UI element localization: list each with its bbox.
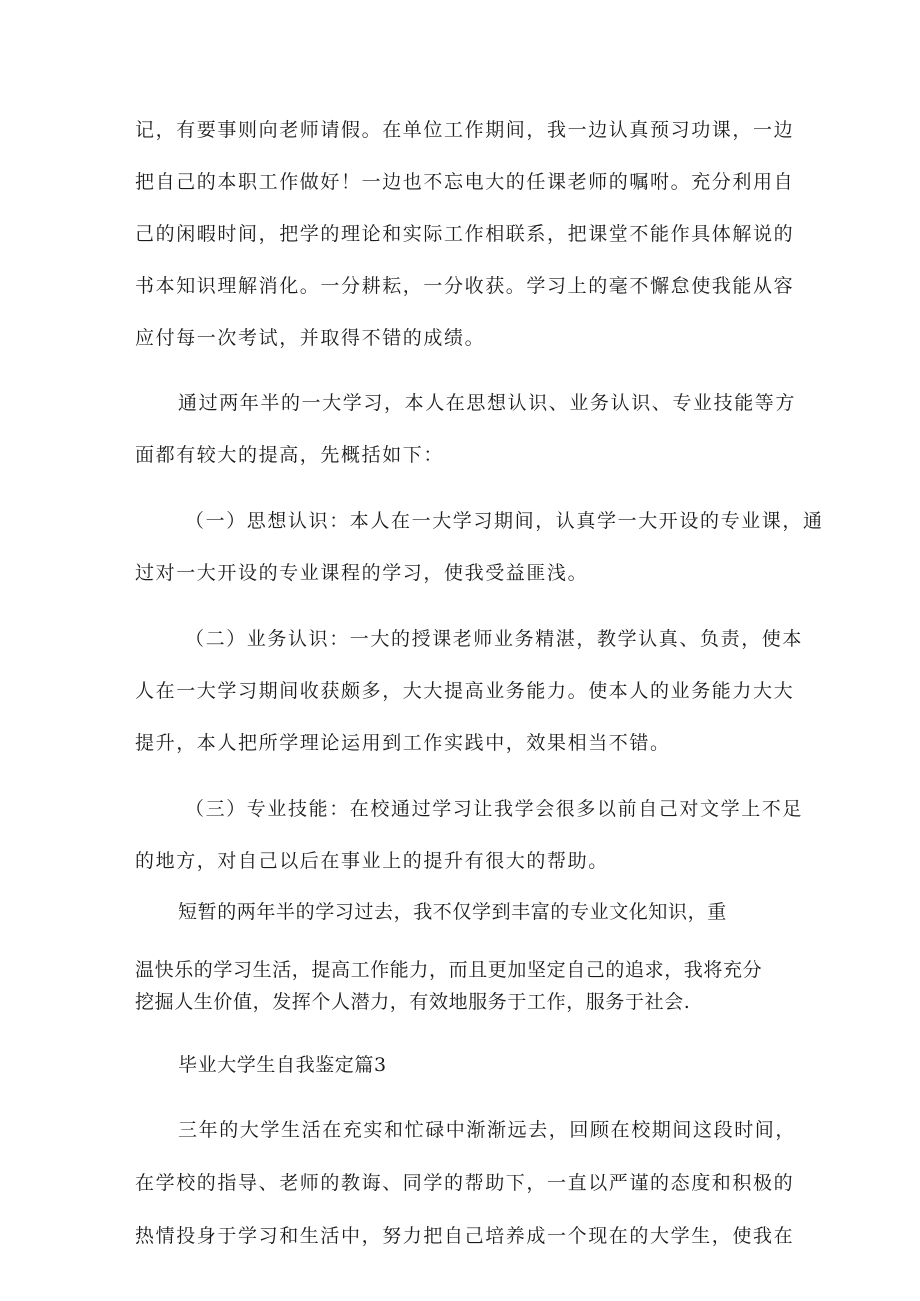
text-line: 面都有较大的提高，先概括如下： — [135, 444, 445, 466]
text-line: 短暂的两年半的学习过去，我不仅学到丰富的专业文化知识，重 — [178, 901, 727, 923]
text-line: （三）专业技能：在校通过学习让我学会很多以前自己对文学上不足 — [185, 798, 804, 820]
text-line: （二）业务认识：一大的授课老师业务精湛，教学认真、负责，使本 — [185, 628, 804, 650]
text-line: 提升，本人把所学理论运用到工作实践中，效果相当不错。 — [135, 732, 671, 754]
section-heading: 毕业大学生自我鉴定篇3 — [178, 1054, 387, 1076]
text-line: 人在一大学习期间收获颇多，大大提高业务能力。使本人的业务能力大大 — [135, 680, 795, 702]
text-line: 通过两年半的一大学习，本人在思想认识、业务认识、专业技能等方 — [178, 392, 797, 414]
text-line: 温快乐的学习生活，提高工作能力，而且更加坚定自己的追求，我将充分 — [135, 959, 763, 981]
text-line: 书本知识理解消化。一分耕耘，一分收获。学习上的毫不懈怠使我能从容 — [135, 275, 795, 297]
text-line: 记，有要事则向老师请假。在单位工作期间，我一边认真预习功课，一边 — [135, 119, 795, 141]
text-line: 热情投身于学习和生活中，努力把自己培养成一个现在的大学生，使我在 — [135, 1225, 795, 1247]
text-line: 把自己的本职工作做好！一边也不忘电大的任课老师的嘱咐。充分利用自 — [135, 171, 795, 193]
text-line: 应付每一次考试，并取得不错的成绩。 — [135, 327, 486, 349]
text-line: 的地方，对自己以后在事业上的提升有很大的帮助。 — [135, 850, 609, 872]
text-line: 在学校的指导、老师的教诲、同学的帮助下，一直以严谨的态度和积极的 — [135, 1172, 795, 1194]
text-line: 挖掘人生价值，发挥个人潜力，有效地服务于工作，服务于社会. — [135, 991, 691, 1013]
text-line: 三年的大学生活在充实和忙碌中渐渐远去，回顾在校期间这段时间， — [178, 1119, 797, 1141]
text-line: （一）思想认识：本人在一大学习期间，认真学一大开设的专业课，通 — [185, 510, 824, 532]
text-line: 己的闲暇时间，把学的理论和实际工作相联系，把课堂不能作具体解说的 — [135, 223, 795, 245]
text-line: 过对一大开设的专业课程的学习，使我受益匪浅。 — [135, 562, 589, 584]
